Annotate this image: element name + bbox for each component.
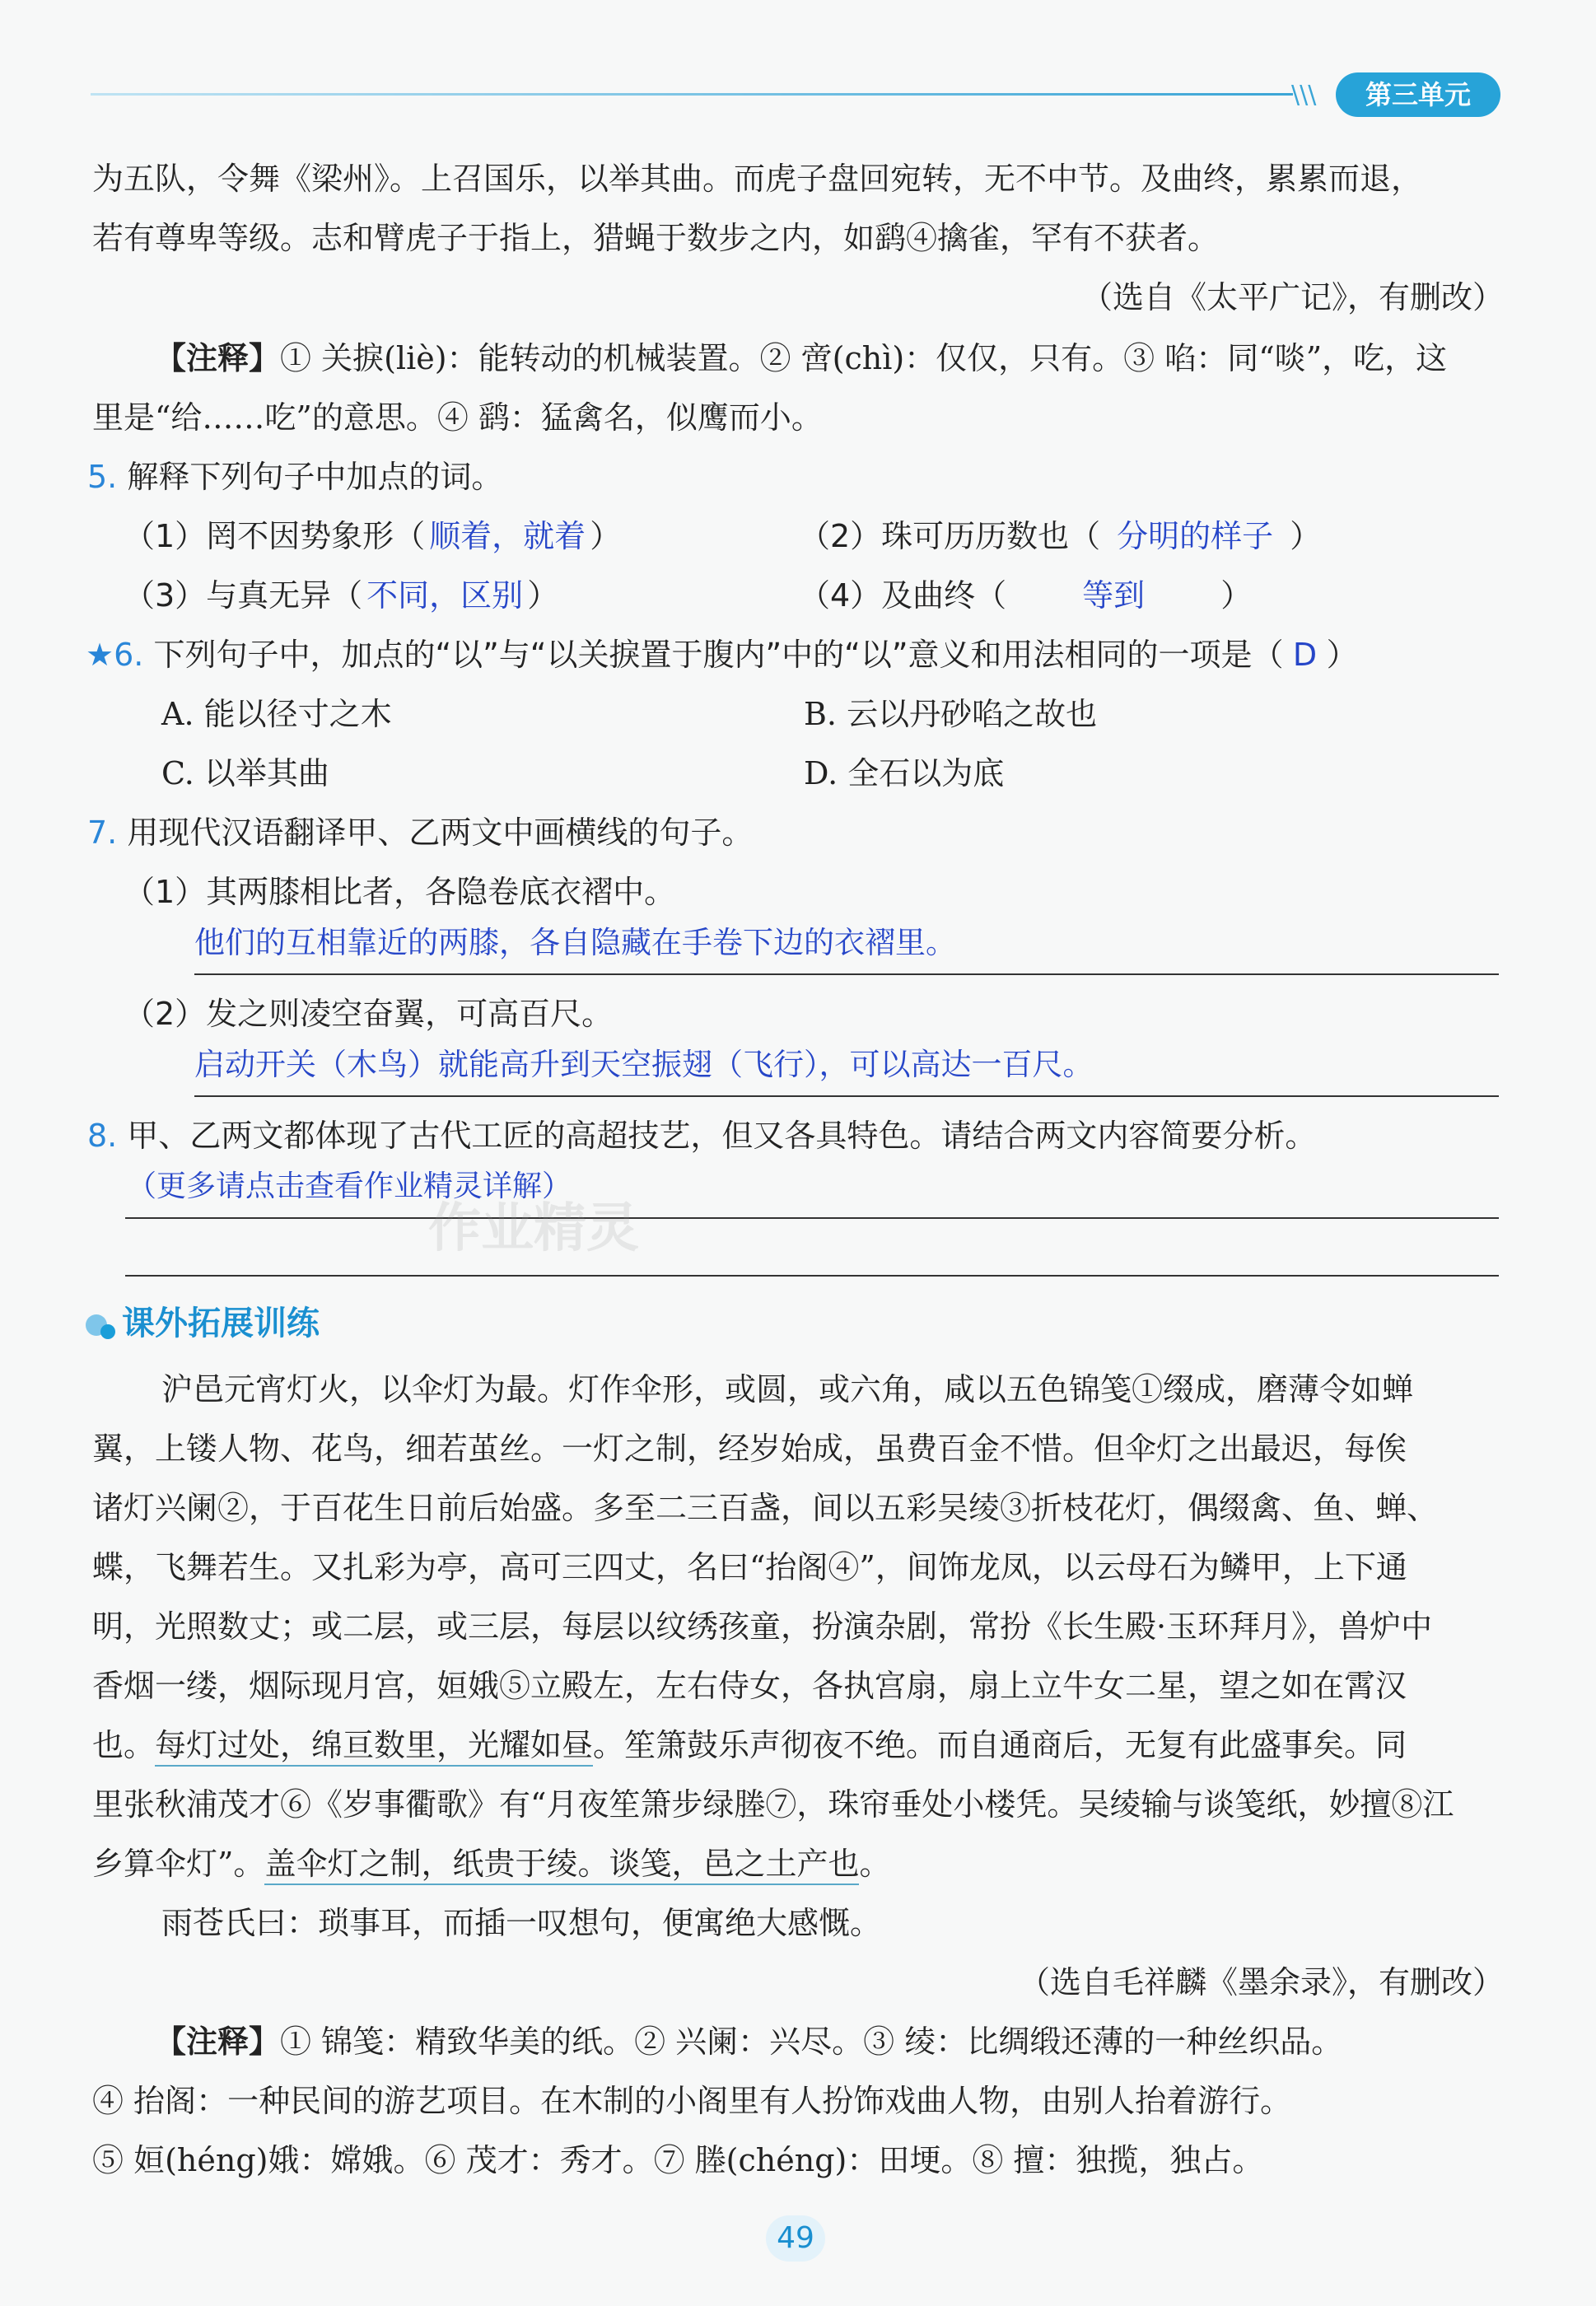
page-number: 49 <box>766 2215 825 2262</box>
passage-c-line-6: 香烟一缕，烟际现月宫，姮娥⑤立殿左，左右侍女，各执宫扇，扇上立牛女二星，望之如在霄汉 <box>92 1668 1407 1704</box>
question-7 <box>87 814 753 852</box>
question-stem: 下列句子中，加点的“以”与“以关捩置于腹内”中的“以”意义和用法相同的一项是（ <box>153 637 1284 673</box>
passage-c-line-1: 沪邑元宵灯火，以伞灯为最。灯作伞形，或圆，或六角，咸以五色锦笺①缀成，磨薄令如蝉 <box>161 1371 1414 1407</box>
item-close: ） <box>1290 518 1322 554</box>
q6-option-c: C. 以举其曲 <box>161 755 329 791</box>
q5-item-2 <box>799 517 1321 555</box>
q7-item-2: （2）发之则凌空奋翼，可高百尺。 <box>124 996 614 1032</box>
passage-c-line-4: 蝶，飞舞若生。又扎彩为亭，高可三四丈，名曰“抬阁④”，间饰龙凤，以云母石为鳞甲，上下通 <box>92 1549 1407 1585</box>
text-run: 。 <box>859 1846 891 1882</box>
text-run: 也。 <box>92 1727 156 1763</box>
notes-b-line-1 <box>155 339 1447 377</box>
passage-c-comment: 雨苍氏曰：琐事耳，而插一叹想句，便寓绝大感慨。 <box>161 1905 882 1941</box>
question-number: 5. <box>87 459 118 495</box>
notes-c-line-3: ⑤ 姮(héng)娥：嫦娥。⑥ 茂才：秀才。⑦ 塍(chéng)：田埂。⑧ 擅：独揽，独占。 <box>92 2142 1264 2178</box>
header-slashes: \\\ <box>1291 81 1317 110</box>
section-title: 课外拓展训练 <box>122 1305 320 1342</box>
answer-line <box>194 1095 1499 1097</box>
passage-c-line-8: 里张秋浦茂才⑥《岁事衢歌》有“月夜笙箫步绿塍⑦，珠帘垂处小楼凭。吴绫输与谈笺纸，妙擅⑧江 <box>92 1786 1454 1823</box>
question-number: 8. <box>87 1118 118 1154</box>
passage-b-line-2: 若有尊卑等级。志和臂虎子于指上，猎蝇于数步之内，如鹞④擒雀，罕有不获者。 <box>92 220 1220 256</box>
star-icon: ★ <box>86 637 114 673</box>
notes-label: 【注释】 <box>155 340 281 376</box>
answer-line <box>125 1275 1499 1277</box>
item-close: ） <box>590 518 622 554</box>
passage-c-line-9 <box>92 1845 890 1883</box>
passage-c-line-2: 翼，上镂人物、花鸟，细若茧丝。一灯之制，经岁始成，虽费百金不惜。但伞灯之出最迟，每俟 <box>92 1431 1407 1467</box>
header-rule <box>91 93 1293 96</box>
passage-c-line-3: 诸灯兴阑②，于百花生日前后始盛。多至二三百盏，间以五彩吴绫③折枝花灯，偶缀禽、鱼、蝉、 <box>92 1490 1439 1526</box>
answer-text: 顺着，就着 <box>429 518 586 554</box>
q5-item-4 <box>799 576 1252 614</box>
q5-item-1 <box>124 517 621 555</box>
passage-c-line-5: 明，光照数丈；或二层，或三层，每层以纹绣孩童，扮演杂剧，常扮《长生殿·玉环拜月》，兽炉中 <box>92 1608 1433 1645</box>
q7-answer-1: 他们的互相靠近的两膝，各自隐藏在手卷下边的衣褶里。 <box>194 925 956 960</box>
question-stem: 甲、乙两文都体现了古代工匠的高超技艺，但又各具特色。请结合两文内容简要分析。 <box>127 1118 1317 1154</box>
answer-text: D <box>1292 637 1318 673</box>
underlined-sentence: 每灯过处，绵亘数里，光耀如昼 <box>155 1727 593 1767</box>
question-number: 6. <box>114 637 144 673</box>
text-run: 。笙箫鼓乐声彻夜不绝。而自通商后，无复有此盛事矣。同 <box>593 1727 1407 1763</box>
item-close: ） <box>527 577 559 614</box>
q6-option-b: B. 云以丹砂啗之故也 <box>804 696 1098 732</box>
q5-item-3 <box>124 576 558 614</box>
notes-b-line-2: 里是“给……吃”的意思。④ 鹞：猛禽名，似鹰而小。 <box>92 399 823 436</box>
question-stem: 解释下列句子中加点的词。 <box>127 459 503 495</box>
q7-answer-2: 启动开关（木鸟）就能高升到天空振翅（飞行），可以高达一百尺。 <box>194 1047 1094 1082</box>
stem-close: ） <box>1326 637 1358 673</box>
question-number: 7. <box>87 815 118 851</box>
answer-text: 等到 <box>1082 577 1146 614</box>
item-text: （4）及曲终（ <box>799 577 1007 614</box>
answer-line <box>194 973 1499 975</box>
q6-option-d: D. 全石以为底 <box>804 755 1005 791</box>
unit-tag: 第三单元 <box>1336 72 1500 117</box>
section-bullet-icon-small <box>100 1324 115 1339</box>
question-6 <box>86 636 1358 674</box>
item-text: （2）珠可历历数也（ <box>799 518 1101 554</box>
item-close: ） <box>1220 577 1253 614</box>
q6-option-a: A. 能以径寸之木 <box>161 696 392 732</box>
passage-b-line-1: 为五队，令舞《梁州》。上召国乐，以举其曲。而虎子盘回宛转，无不中节。及曲终，累累而退， <box>92 161 1423 197</box>
question-5 <box>87 458 502 496</box>
notes-text: ① 关捩(liè)：能转动的机械装置。② 啻(chì)：仅仅，只有。③ 啗：同“啖”，吃，这 <box>280 340 1448 376</box>
passage-c-line-7 <box>92 1726 1407 1764</box>
text-run: 乡算伞灯”。 <box>92 1846 265 1882</box>
notes-c-line-2: ④ 抬阁：一种民间的游艺项目。在木制的小阁里有人扮饰戏曲人物，由别人抬着游行。 <box>92 2083 1292 2119</box>
item-text: （1）罔不因势象形（ <box>124 518 426 554</box>
underlined-sentence: 盖伞灯之制，纸贵于绫。谈笺，邑之土产也 <box>264 1846 859 1885</box>
passage-c-source: （选自毛祥麟《墨余录》，有删改） <box>1018 1964 1504 2000</box>
item-text: （3）与真无异（ <box>124 577 363 614</box>
passage-b-source: （选自《太平广记》，有删改） <box>1080 279 1504 315</box>
watermark-text: 作业精灵 <box>428 1198 639 1259</box>
q8-answer[interactable]: （更多请点击查看作业精灵详解） <box>127 1169 572 1203</box>
answer-line <box>125 1217 1499 1219</box>
question-stem: 用现代汉语翻译甲、乙两文中画横线的句子。 <box>127 815 754 851</box>
notes-label: 【注释】 <box>155 2024 281 2060</box>
answer-text: 不同，区别 <box>366 577 524 614</box>
notes-text: ① 锦笺：精致华美的纸。② 兴阑：兴尽。③ 绫：比绸缎还薄的一种丝织品。 <box>280 2024 1343 2060</box>
q7-item-1: （1）其两膝相比者，各隐卷底衣褶中。 <box>124 874 676 910</box>
answer-text: 分明的样子 <box>1117 518 1274 554</box>
notes-c-line-1 <box>155 2023 1342 2061</box>
question-8 <box>87 1117 1316 1155</box>
